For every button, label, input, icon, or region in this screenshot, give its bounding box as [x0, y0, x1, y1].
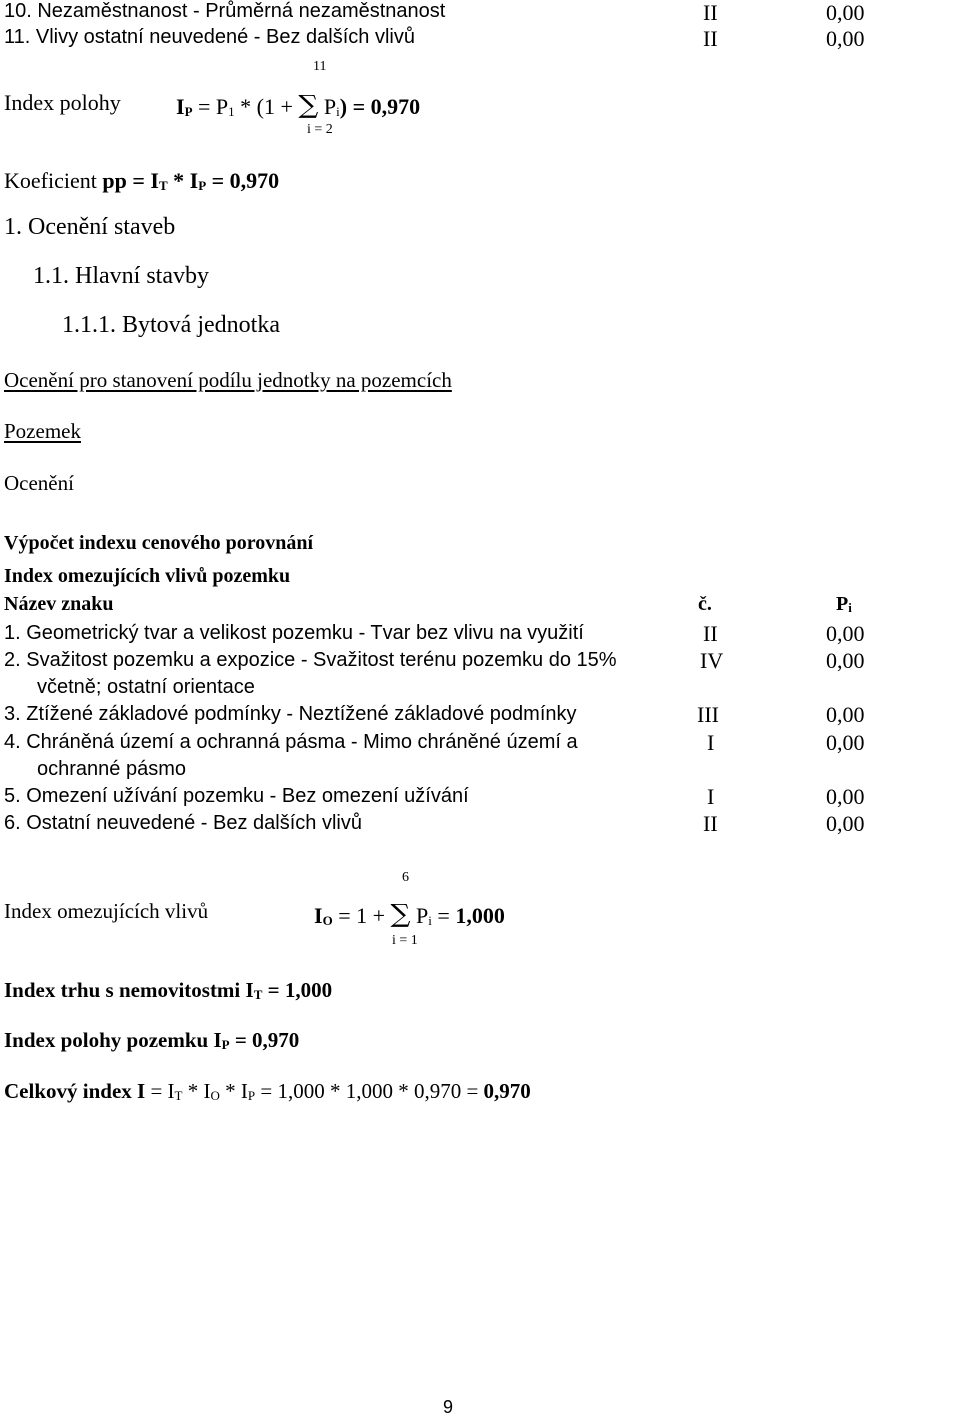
- top-row-1-value: 0,00: [826, 0, 865, 25]
- page-number: 9: [443, 1397, 454, 1417]
- sum-upper-limit: 11: [313, 59, 327, 74]
- index-polohy-label: Index polohy: [4, 90, 121, 115]
- koeficient-line: Koeficient pp = $I_T * I_P = 0,970$: [4, 168, 280, 193]
- col-header-p: $P_i$: [836, 593, 852, 615]
- row-6-label: 6. Ostatní neuvedené - Bez dalších vlivů: [4, 812, 362, 834]
- row-2-value: 0,00: [826, 648, 865, 673]
- calc-title: Výpočet indexu cenového porovnání: [4, 532, 314, 554]
- row-1-value: 0,00: [826, 621, 865, 646]
- col-header-number: č.: [698, 593, 712, 615]
- row-3-label: 3. Ztížené základové podmínky - Neztížené základové podmínky: [4, 703, 577, 725]
- top-row-1-code: II: [703, 0, 718, 25]
- celkovy-index: Celkový index $I = I_T * I_O * I_P = 1,000 * 1,000 * 0,970 = 0,970$: [4, 1079, 531, 1103]
- col-header-name: Název znaku: [4, 593, 114, 615]
- row-3-code: III: [697, 702, 719, 727]
- row-1-label: 1. Geometrický tvar a velikost pozemku - Tvar bez vlivu na využití: [4, 622, 584, 644]
- top-row-2-code: II: [703, 26, 718, 51]
- heading-oceneni-staveb: 1. Ocenění staveb: [4, 214, 176, 240]
- sigma-icon: ∑: [298, 89, 319, 120]
- sigma-icon: ∑: [390, 898, 411, 929]
- heading-pozemek: Pozemek: [4, 419, 81, 443]
- row-5-label: 5. Omezení užívání pozemku - Bez omezení užívání: [4, 785, 469, 807]
- row-4-code: I: [707, 730, 715, 755]
- row-6-value: 0,00: [826, 811, 865, 836]
- row-5-value: 0,00: [826, 784, 865, 809]
- index-omez-formula: $I_O = 1$ + ∑ $P_i = 1,000$: [314, 898, 505, 929]
- heading-hlavni-stavby: 1.1. Hlavní stavby: [33, 263, 209, 289]
- row-3-value: 0,00: [826, 702, 865, 727]
- index-omez-label: Index omezujících vlivů: [4, 899, 209, 923]
- row-2-code: IV: [700, 648, 724, 673]
- top-row-2-value: 0,00: [826, 26, 865, 51]
- row-6-code: II: [703, 811, 718, 836]
- row-5-code: I: [707, 784, 715, 809]
- row-4-value: 0,00: [826, 730, 865, 755]
- sum-upper-limit-2: 6: [402, 870, 409, 885]
- top-row-1-label: 10. Nezaměstnanost - Průměrná nezaměstnanost: [4, 0, 446, 22]
- row-2-label: 2. Svažitost pozemku a expozice - Svažitost terénu pozemku do 15%: [4, 649, 617, 671]
- row-4-label-cont: ochranné pásmo: [37, 758, 186, 780]
- index-polohy-formula: $I_P = P_1 * (1$ + ∑ $P_i) = 0,970$: [176, 89, 421, 120]
- row-1-code: II: [703, 621, 718, 646]
- index-trhu: Index trhu s nemovitostmi $I_T = 1,000$: [4, 978, 333, 1002]
- row-4-label: 4. Chráněná území a ochranná pásma - Mimo chráněné území a: [4, 731, 578, 753]
- row-2-label-cont: včetně; ostatní orientace: [37, 676, 255, 698]
- top-row-2-label: 11. Vlivy ostatní neuvedené - Bez dalších vlivů: [4, 26, 415, 48]
- heading-oceneni: Ocenění: [4, 471, 74, 495]
- sum-lower-limit-2: i = 1: [392, 933, 418, 948]
- heading-bytova-jednotka: 1.1.1. Bytová jednotka: [62, 312, 280, 338]
- heading-oceneni-podilu: Ocenění pro stanovení podílu jednotky na pozemcích: [4, 368, 452, 392]
- index-polohy-pozemku: Index polohy pozemku $I_P = 0,970$: [4, 1028, 300, 1052]
- sum-lower-limit: i = 2: [307, 122, 333, 137]
- calc-subtitle: Index omezujících vlivů pozemku: [4, 565, 291, 587]
